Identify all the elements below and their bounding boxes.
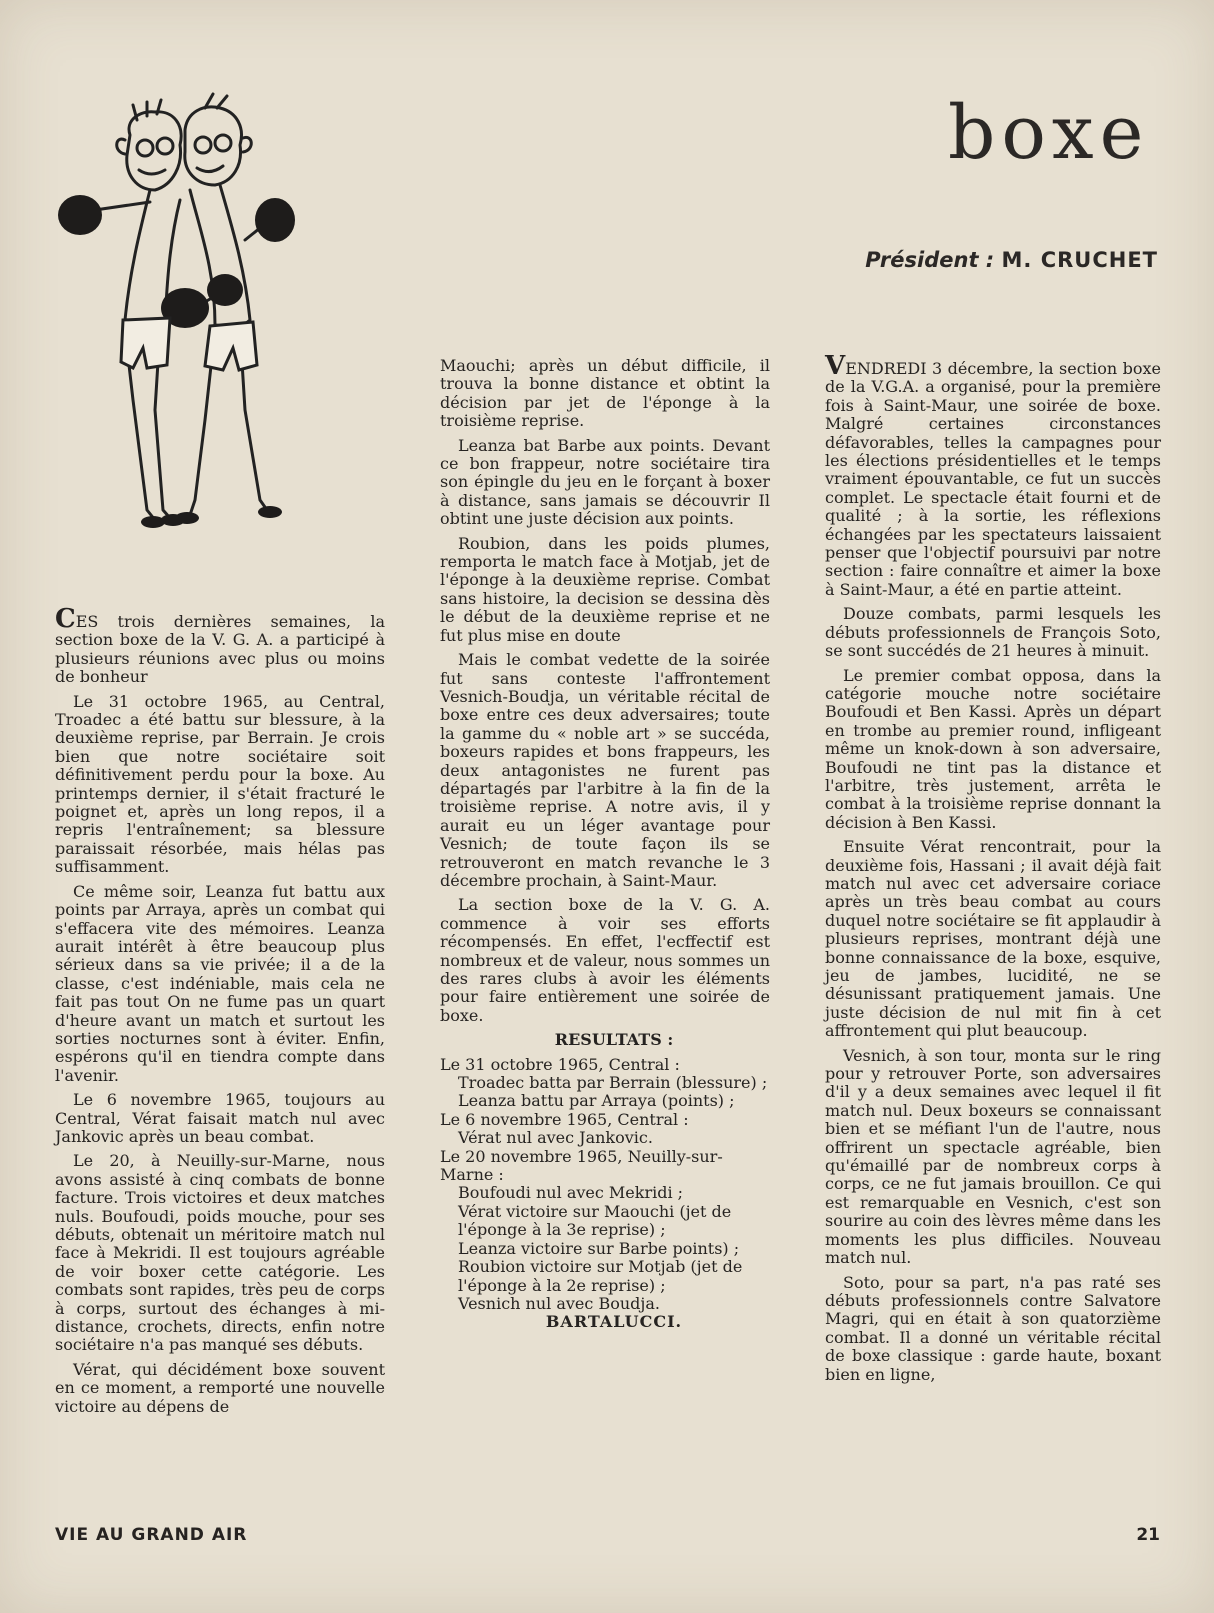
paragraph: Soto, pour sa part, n'a pas raté ses débuts professionnels contre Salvatore Magri, qui en était à son quatorzième combat. Il a donné un véritable récital de boxe classique : garde haute, boxant bien en ligne, — [825, 1272, 1161, 1384]
result-line: Le 31 octobre 1965, Central : — [440, 1054, 680, 1074]
result-line: Le 6 novembre 1965, Central : — [440, 1109, 689, 1129]
boxers-cartoon-icon — [55, 90, 315, 555]
paragraph — [825, 351, 1161, 599]
drop-cap: C — [55, 604, 76, 634]
result-line: Leanza victoire sur Barbe points) ; — [458, 1238, 740, 1258]
result-line: Leanza battu par Arraya (points) ; — [458, 1091, 735, 1111]
result-line: Vesnich nul avec Boudja. — [458, 1293, 660, 1313]
paragraph: Le 6 novembre 1965, toujours au Central, Vérat faisait match nul avec Jankovic après un beau combat. — [55, 1090, 385, 1146]
paragraph: Ce même soir, Leanza fut battu aux points par Arraya, après un combat qui s'effacera vite des mémoires. Leanza aurait intérêt à être beaucoup plus sérieux dans sa vie privée; il a de la classe, c'est indéniable, mais cela ne fait pas tout On ne fume pas un quart d'heure avant un match et surtout les sorties nocturnes sont à éviter. Enfin, espérons qu'il en tiendra compte dans l'avenir. — [55, 881, 385, 1085]
president-label: Président : — [865, 248, 995, 272]
result-line: Troadec batta par Berrain (blessure) ; — [458, 1073, 768, 1093]
paragraph: Le premier combat opposa, dans la catégorie mouche notre sociétaire Boufoudi et Ben Kassi. Après un départ en trombe au premier round, infligeant même un knok-down à son adversaire, Boufoudi ne tint pas la distance et l'arbitre, très justement, arrêta le combat à la troisième reprise donnant la décision à Ben Kassi. — [825, 665, 1161, 832]
section-title: boxe — [948, 90, 1150, 176]
paragraph: Ensuite Vérat rencontrait, pour la deuxième fois, Hassani ; il avait déjà fait match nul avec cet adversaire coriace après un très beau combat au cours duquel notre sociétaire se fit applaudir à plusieurs reprises, montrant déjà une bonne connaissance de la boxe, esquive, jeu de jambes, lucidité, ne se désunissant pratiquement jamais. Une juste décision de nul mit fin à cet affrontement qui plut beaucoup. — [825, 837, 1161, 1041]
president-name: M. CRUCHET — [1001, 248, 1158, 272]
paragraph: Vérat, qui décidément boxe souvent en ce moment, a remporté une nouvelle victoire au dépens de — [55, 1359, 385, 1416]
result-line: Boufoudi nul avec Mekridi ; — [458, 1183, 684, 1203]
paragraph — [55, 604, 385, 687]
paragraph: Douze combats, parmi lesquels les débuts professionnels de François Soto, se sont succédés de 21 heures à minuit. — [825, 604, 1161, 661]
author-signature: BARTALUCCI. — [545, 1312, 683, 1332]
results-heading: RESULTATS : — [554, 1030, 674, 1050]
article-column-1 — [55, 604, 385, 1422]
result-line: Vérat nul avec Jankovic. — [458, 1128, 653, 1148]
article-column-3 — [825, 351, 1161, 1390]
page-number: 21 — [1136, 1525, 1160, 1545]
drop-cap: V — [825, 351, 846, 381]
paragraph: Roubion, dans les poids plumes, remporta le match face à Motjab, jet de l'éponge à la deuxième reprise. Combat sans histoire, la decision se dessina dès le début de la deuxième reprise et ne fut plus mise en doute — [440, 533, 770, 645]
paragraph: Le 20, à Neuilly-sur-Marne, nous avons assisté à cinq combats de bonne facture. Trois victoires et deux matches nuls. Boufoudi, poids mouche, pour ses débuts, obtenait un méritoire match nul face à Mekridi. Il est toujours agréable de voir boxer cette catégorie. Les combats sont rapides, très peu de corps à corps, surtout des échanges à mi-distance, crochets, directs, enfin notre sociétaire n'a pas manqué ses débuts. — [55, 1151, 385, 1355]
paragraph: Maouchi; après un début difficile, il trouva la bonne distance et obtint la décision par jet de l'éponge à la troisième reprise. — [440, 356, 770, 431]
paragraph-text: ES trois dernières semaines, la section boxe de la V. G. A. a participé à plusieurs réunions avec plus ou moins de bonheur — [55, 612, 385, 687]
paragraph: Leanza bat Barbe aux points. Devant ce bon frappeur, notre sociétaire tira son épingle du jeu en le forçant à boxer à distance, sans jamais se découvrir Il obtint une juste décision aux points. — [440, 435, 770, 529]
paragraph-text: ENDREDI 3 décembre, la section boxe de la V.G.A. a organisé, pour la première fois à Saint-Maur, une soirée de boxe. Malgré certaines circonstances défavorables, telles la campagnes pour les élections présidentielles et le temps vraiment épouvantable, ce fut un succès complet. Le spectacle était fourni et de qualité ; à la sortie, les réflexions échangées par les spectateurs laissaient penser que l'objectif poursuivi par notre section : faire connaître et aimer la boxe à Saint-Maur, a été en partie atteint. — [825, 359, 1161, 599]
result-line: Roubion victoire sur Motjab (jet de l'éponge à la 2e reprise) ; — [458, 1257, 743, 1295]
president-line — [865, 248, 1158, 272]
magazine-name: VIE AU GRAND AIR — [55, 1525, 248, 1545]
result-line: Vérat victoire sur Maouchi (jet de l'éponge à la 3e reprise) ; — [458, 1201, 732, 1240]
paragraph: Vesnich, à son tour, monta sur le ring pour y retrouver Porte, son adversaires d'il y a deux semaines avec lequel il fit match nul. Deux boxeurs se connaissant bien et se méfiant l'un de l'autre, nous offrirent un spectacle agréable, bien qu'émaillé par de nombreux corps à corps, ce ne fut jamais brouillon. Ce qui est remarquable en Vesnich, c'est son sourire au coin des lèvres même dans les moments les plus difficiles. Nouveau match nul. — [825, 1045, 1161, 1268]
article-column-2 — [440, 357, 770, 1338]
paragraph: La section boxe de la V. G. A. commence à voir ses efforts récompensés. En effet, l'ecffectif est nombreux et de valeur, nous sommes un des rares clubs à avoir les éléments pour faire entièrement une soirée de boxe. — [440, 895, 770, 1025]
paragraph: Le 31 octobre 1965, au Central, Troadec a été battu sur blessure, à la deuxième reprise, par Berrain. Je crois bien que notre sociétaire soit définitivement perdu pour la boxe. Au printemps dernier, il s'était fracturé le poignet et, après un long repos, il a repris l'entraînement; sa blessure paraissait résorbée, mais hélas pas suffisamment. — [55, 691, 385, 877]
result-line: Le 20 novembre 1965, Neuilly-sur-Marne : — [440, 1146, 723, 1185]
paragraph: Mais le combat vedette de la soirée fut sans conteste l'affrontement Vesnich-Boudja, un véritable récital de boxe entre ces deux adversaires; toute la gamme du « noble art » se succéda, boxeurs rapides et bons frappeurs, les deux antagonistes ne furent pas départagés par l'arbitre à la fin de la troisième reprise. A notre avis, il y aurait eu un léger avantage pour Vesnich; de toute façon ils se retrouveront en match revanche le 3 décembre prochain, à Saint-Maur. — [440, 650, 770, 890]
